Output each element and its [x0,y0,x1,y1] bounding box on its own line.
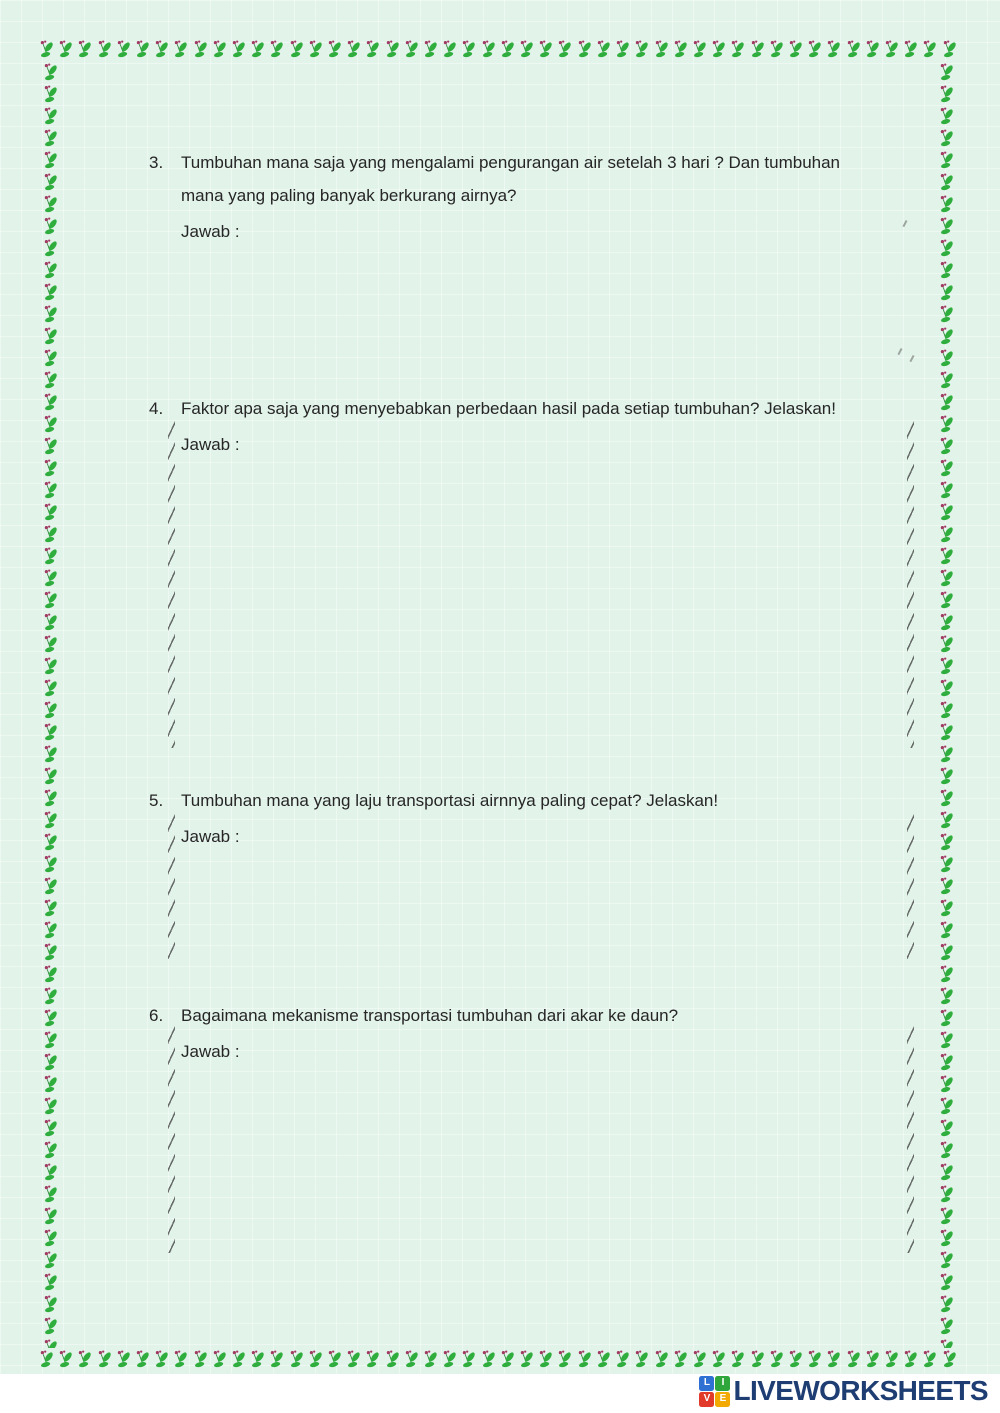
holly-leaf-icon [938,436,955,458]
holly-leaf-icon [653,39,670,61]
holly-leaf-icon [938,1272,955,1294]
holly-leaf-icon [42,920,59,942]
holly-leaf-icon [403,1349,420,1371]
holly-leaf-icon [729,39,746,61]
holly-leaf-icon [42,1338,59,1348]
holly-leaf-icon [825,1349,842,1371]
holly-leaf-icon [42,480,59,502]
holly-leaf-icon [938,678,955,700]
holly-leaf-icon [537,39,554,61]
holly-leaf-icon [42,524,59,546]
holly-leaf-icon [42,898,59,920]
holly-leaf-icon [845,1349,862,1371]
holly-leaf-icon [938,700,955,722]
holly-leaf-icon [42,744,59,766]
holly-leaf-icon [42,370,59,392]
holly-leaf-icon [633,39,650,61]
holly-leaf-icon [153,1349,170,1371]
holly-leaf-icon [938,84,955,106]
holly-leaf-icon [938,634,955,656]
holly-leaf-icon [42,1140,59,1162]
holly-leaf-icon [710,1349,727,1371]
holly-leaf-icon [42,260,59,282]
holly-leaf-icon [42,1008,59,1030]
holly-leaf-icon [42,84,59,106]
holly-leaf-icon [938,722,955,744]
holly-leaf-icon [42,1162,59,1184]
holly-leaf-icon [938,854,955,876]
holly-leaf-icon [480,1349,497,1371]
holly-leaf-icon [42,458,59,480]
holly-leaf-icon [115,39,132,61]
holly-leaf-icon [42,788,59,810]
holly-leaf-icon [938,546,955,568]
question-5-number: 5. [149,791,164,810]
holly-leaf-icon [825,39,842,61]
holly-leaf-icon [938,392,955,414]
holly-leaf-icon [938,766,955,788]
holly-leaf-icon [938,1184,955,1206]
holly-leaf-icon [938,590,955,612]
logo-wordmark: LIVEWORKSHEETS [733,1375,988,1406]
question-3-text: Tumbuhan mana saja yang mengalami pengurangan air setelah 3 hari ? Dan tumbuhan mana yang paling banyak berkurang airnya? [181,153,841,205]
holly-leaf-icon [938,1294,955,1316]
holly-leaf-icon [938,1338,955,1348]
holly-leaf-icon [42,568,59,590]
holly-leaf-icon [729,1349,746,1371]
holly-leaf-icon [42,106,59,128]
question-6-text: Bagaimana mekanisme transportasi tumbuhan dari akar ke daun? [181,1006,679,1025]
holly-leaf-icon [938,1052,955,1074]
holly-leaf-icon [864,39,881,61]
holly-leaf-icon [938,964,955,986]
liveworksheets-logo-icon [699,1376,730,1407]
holly-leaf-icon [614,1349,631,1371]
holly-leaf-icon [938,744,955,766]
holly-leaf-icon [902,1349,919,1371]
holly-leaf-icon [42,832,59,854]
holly-leaf-icon [134,39,151,61]
holly-leaf-icon [42,810,59,832]
holly-leaf-icon [938,1096,955,1118]
holly-leaf-icon [42,634,59,656]
holly-leaf-icon [249,39,266,61]
holly-leaf-icon [938,304,955,326]
holly-leaf-icon [921,39,938,61]
holly-leaf-icon [42,436,59,458]
holly-leaf-icon [192,39,209,61]
holly-leaf-icon [307,1349,324,1371]
holly-leaf-icon [938,612,955,634]
footer-band [0,1374,1000,1413]
question-4-number: 4. [149,399,164,418]
holly-leaf-icon [211,1349,228,1371]
holly-leaf-icon [288,39,305,61]
holly-leaf-icon [42,194,59,216]
holly-leaf-icon [938,1228,955,1250]
holly-leaf-icon [595,39,612,61]
holly-leaf-icon [556,1349,573,1371]
holly-leaf-icon [938,568,955,590]
question-6-number: 6. [149,1006,164,1025]
holly-leaf-icon [192,1349,209,1371]
holly-leaf-icon [672,39,689,61]
holly-leaf-icon [938,1008,955,1030]
holly-leaf-icon [441,1349,458,1371]
holly-leaf-icon [938,898,955,920]
holly-leaf-icon [96,1349,113,1371]
logo-tile-e: E [715,1392,730,1407]
leaf-border-bottom [38,1348,958,1372]
holly-leaf-icon [42,612,59,634]
question-6-answer-label: Jawab : [181,1042,240,1061]
holly-leaf-icon [76,1349,93,1371]
holly-leaf-icon [249,1349,266,1371]
holly-leaf-icon [42,282,59,304]
holly-leaf-icon [938,1118,955,1140]
holly-leaf-icon [653,1349,670,1371]
holly-leaf-icon [172,1349,189,1371]
holly-leaf-icon [938,282,955,304]
holly-leaf-icon [42,678,59,700]
holly-leaf-icon [938,260,955,282]
holly-leaf-icon [42,986,59,1008]
holly-leaf-icon [938,1074,955,1096]
holly-leaf-icon [42,942,59,964]
holly-leaf-icon [364,1349,381,1371]
holly-leaf-icon [42,1184,59,1206]
holly-leaf-icon [941,39,958,61]
holly-leaf-icon [938,1206,955,1228]
holly-leaf-icon [42,964,59,986]
holly-leaf-icon [633,1349,650,1371]
holly-leaf-icon [806,1349,823,1371]
holly-leaf-icon [749,39,766,61]
holly-leaf-icon [42,546,59,568]
answer-area-q5[interactable] [168,811,914,959]
holly-leaf-icon [938,524,955,546]
logo-tile-l: L [699,1376,714,1391]
holly-leaf-icon [749,1349,766,1371]
holly-leaf-icon [403,39,420,61]
holly-leaf-icon [938,788,955,810]
holly-leaf-icon [938,370,955,392]
holly-leaf-icon [345,1349,362,1371]
holly-leaf-icon [134,1349,151,1371]
holly-leaf-icon [42,1096,59,1118]
question-3-answer-label: Jawab : [181,222,240,241]
holly-leaf-icon [938,502,955,524]
holly-leaf-icon [96,39,113,61]
holly-leaf-icon [38,1349,55,1371]
holly-leaf-icon [938,920,955,942]
holly-leaf-icon [938,458,955,480]
holly-leaf-icon [42,1030,59,1052]
holly-leaf-icon [938,348,955,370]
holly-leaf-icon [518,39,535,61]
holly-leaf-icon [938,150,955,172]
holly-leaf-icon [326,1349,343,1371]
holly-leaf-icon [938,942,955,964]
holly-leaf-icon [938,106,955,128]
holly-leaf-icon [938,480,955,502]
holly-leaf-icon [42,304,59,326]
holly-leaf-icon [576,39,593,61]
holly-leaf-icon [787,1349,804,1371]
holly-leaf-icon [42,876,59,898]
holly-leaf-icon [42,392,59,414]
holly-leaf-icon [42,128,59,150]
holly-leaf-icon [768,1349,785,1371]
holly-leaf-icon [883,1349,900,1371]
holly-leaf-icon [460,1349,477,1371]
holly-leaf-icon [42,700,59,722]
holly-leaf-icon [42,590,59,612]
holly-leaf-icon [883,39,900,61]
holly-leaf-icon [268,39,285,61]
holly-leaf-icon [441,39,458,61]
holly-leaf-icon [42,766,59,788]
holly-leaf-icon [710,39,727,61]
pencil-mark [909,355,914,362]
holly-leaf-icon [787,39,804,61]
holly-leaf-icon [42,1294,59,1316]
holly-leaf-icon [938,172,955,194]
holly-leaf-icon [42,1228,59,1250]
holly-leaf-icon [499,39,516,61]
holly-leaf-icon [288,1349,305,1371]
holly-leaf-icon [845,39,862,61]
holly-leaf-icon [268,1349,285,1371]
holly-leaf-icon [42,172,59,194]
holly-leaf-icon [938,414,955,436]
holly-leaf-icon [42,62,59,84]
holly-leaf-icon [938,1030,955,1052]
holly-leaf-icon [902,39,919,61]
holly-leaf-icon [672,1349,689,1371]
holly-leaf-icon [42,326,59,348]
holly-leaf-icon [42,854,59,876]
holly-leaf-icon [42,1118,59,1140]
holly-leaf-icon [938,986,955,1008]
holly-leaf-icon [42,238,59,260]
holly-leaf-icon [518,1349,535,1371]
holly-leaf-icon [42,348,59,370]
holly-leaf-icon [921,1349,938,1371]
holly-leaf-icon [576,1349,593,1371]
holly-leaf-icon [42,150,59,172]
holly-leaf-icon [938,62,955,84]
question-4-answer-label: Jawab : [181,435,240,454]
holly-leaf-icon [864,1349,881,1371]
holly-leaf-icon [42,656,59,678]
leaf-border-left [38,62,62,1348]
holly-leaf-icon [614,39,631,61]
question-3-number: 3. [149,153,164,172]
holly-leaf-icon [499,1349,516,1371]
holly-leaf-icon [326,39,343,61]
holly-leaf-icon [938,216,955,238]
holly-leaf-icon [42,1272,59,1294]
logo-tile-i: I [715,1376,730,1391]
holly-leaf-icon [941,1349,958,1371]
holly-leaf-icon [42,1074,59,1096]
answer-area-q4[interactable] [168,418,914,748]
holly-leaf-icon [115,1349,132,1371]
holly-leaf-icon [595,1349,612,1371]
holly-leaf-icon [938,1162,955,1184]
holly-leaf-icon [38,39,55,61]
holly-leaf-icon [691,1349,708,1371]
holly-leaf-icon [211,39,228,61]
holly-leaf-icon [42,414,59,436]
holly-leaf-icon [172,39,189,61]
logo-tile-v: V [699,1392,714,1407]
holly-leaf-icon [42,1250,59,1272]
holly-leaf-icon [938,810,955,832]
holly-leaf-icon [384,1349,401,1371]
holly-leaf-icon [422,1349,439,1371]
holly-leaf-icon [364,39,381,61]
holly-leaf-icon [460,39,477,61]
question-3 [149,146,939,248]
answer-area-q6[interactable] [168,1023,914,1253]
holly-leaf-icon [230,39,247,61]
holly-leaf-icon [42,1316,59,1338]
pencil-mark [897,348,902,355]
holly-leaf-icon [307,39,324,61]
holly-leaf-icon [42,1206,59,1228]
holly-leaf-icon [153,39,170,61]
holly-leaf-icon [938,1316,955,1338]
holly-leaf-icon [938,876,955,898]
holly-leaf-icon [938,1250,955,1272]
holly-leaf-icon [768,39,785,61]
holly-leaf-icon [938,128,955,150]
holly-leaf-icon [57,1349,74,1371]
leaf-border-right [934,62,958,1348]
holly-leaf-icon [57,39,74,61]
holly-leaf-icon [691,39,708,61]
holly-leaf-icon [938,832,955,854]
holly-leaf-icon [76,39,93,61]
holly-leaf-icon [42,216,59,238]
question-5-text: Tumbuhan mana yang laju transportasi airnnya paling cepat? Jelaskan! [181,791,719,810]
holly-leaf-icon [422,39,439,61]
holly-leaf-icon [938,238,955,260]
holly-leaf-icon [42,502,59,524]
holly-leaf-icon [938,194,955,216]
question-4-text: Faktor apa saja yang menyebabkan perbedaan hasil pada setiap tumbuhan? Jelaskan! [181,399,836,418]
holly-leaf-icon [345,39,362,61]
question-5-answer-label: Jawab : [181,827,240,846]
holly-leaf-icon [384,39,401,61]
holly-leaf-icon [42,1052,59,1074]
holly-leaf-icon [42,722,59,744]
holly-leaf-icon [938,326,955,348]
holly-leaf-icon [806,39,823,61]
holly-leaf-icon [230,1349,247,1371]
liveworksheets-logo[interactable] [699,1375,988,1407]
holly-leaf-icon [556,39,573,61]
holly-leaf-icon [537,1349,554,1371]
holly-leaf-icon [938,656,955,678]
holly-leaf-icon [480,39,497,61]
holly-leaf-icon [938,1140,955,1162]
leaf-border-top [38,38,958,62]
